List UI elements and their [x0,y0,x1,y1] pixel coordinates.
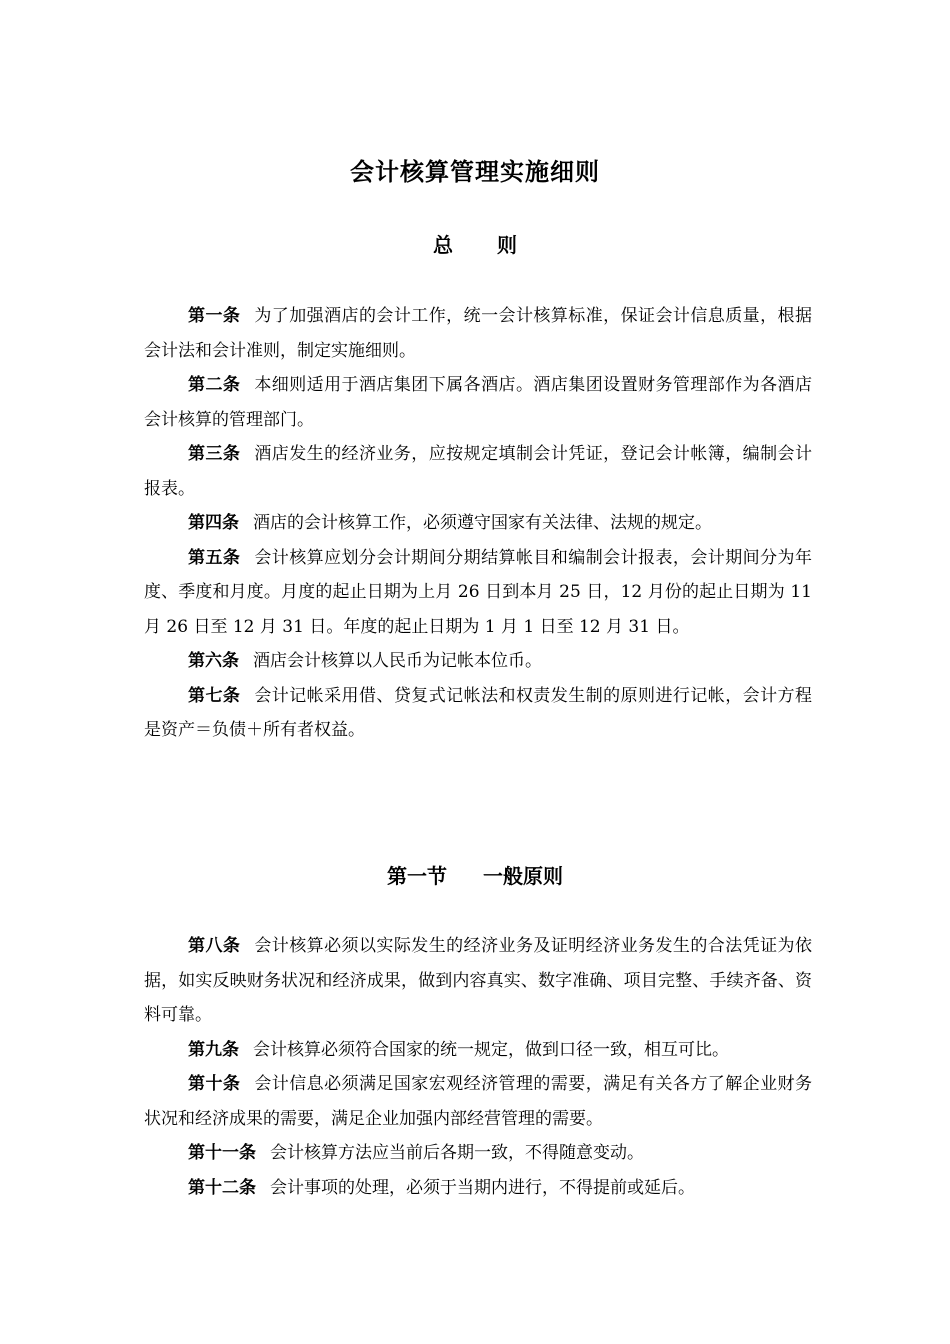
article-text: 会计核算应划分会计期间分期结算帐目和编制会计报表，会计期间分为年度、季度和月度。月度的起止日期为上月 26 日到本月 25 日，12 月份的起止日期为 11 月 26 日至 12 月 31 日。年度的起止日期为 1 月 1 日至 12 月 31 日。 [144,547,813,637]
article-paragraph [144,506,812,541]
article-label: 第一条 [188,306,241,326]
article-paragraph [144,299,812,368]
article-label: 第四条 [188,513,239,533]
article-paragraph [144,368,812,437]
section-title: 一般原则 [483,864,563,888]
article-paragraph [144,1136,812,1171]
article-text: 会计核算必须以实际发生的经济业务及证明经济业务发生的合法凭证为依据，如实反映财务状况和经济成果，做到内容真实、数字准确、项目完整、手续齐备、资料可靠。 [144,936,813,1025]
general-provisions-heading [0,230,950,260]
article-label: 第五条 [188,547,241,568]
article-label: 第十条 [188,1074,241,1094]
section-articles [144,929,812,1205]
article-label: 第九条 [188,1039,239,1060]
section-heading [0,861,950,891]
article-text: 酒店发生的经济业务，应按规定填制会计凭证，登记会计帐簿，编制会计报表。 [144,444,813,499]
general-heading-part2: 则 [497,233,517,257]
article-text: 为了加强酒店的会计工作，统一会计核算标准，保证会计信息质量，根据会计法和会计准则，制定实施细则。 [144,306,813,361]
article-text: 酒店会计核算以人民币为记帐本位币。 [253,651,542,671]
article-text: 会计记帐采用借、贷复式记帐法和权责发生制的原则进行记帐，会计方程是资产＝负债＋所有者权益。 [144,685,813,740]
article-label: 第六条 [188,651,239,671]
article-paragraph [144,679,812,748]
article-paragraph [144,541,812,645]
article-paragraph [144,1171,812,1206]
general-heading-part1: 总 [433,233,453,257]
article-paragraph [144,437,812,506]
article-text: 会计信息必须满足国家宏观经济管理的需要，满足有关各方了解企业财务状况和经济成果的需要，满足企业加强内部经营管理的需要。 [144,1074,813,1129]
document-title: 会计核算管理实施细则 [350,158,600,186]
general-articles [144,299,812,748]
article-paragraph [144,1033,812,1068]
article-label: 第八条 [188,936,241,956]
article-label: 第十二条 [188,1177,256,1198]
article-text: 酒店的会计核算工作，必须遵守国家有关法律、法规的规定。 [253,513,712,533]
article-label: 第十一条 [188,1143,256,1163]
article-text: 会计核算必须符合国家的统一规定，做到口径一致，相互可比。 [253,1039,729,1060]
article-label: 第二条 [188,375,241,395]
article-paragraph [144,644,812,679]
article-text: 本细则适用于酒店集团下属各酒店。酒店集团设置财务管理部作为各酒店会计核算的管理部门。 [144,375,813,430]
article-paragraph [144,929,812,1033]
article-label: 第三条 [188,444,241,464]
section-number: 第一节 [387,864,447,888]
article-label: 第七条 [188,685,241,706]
article-text: 会计事项的处理，必须于当期内进行，不得提前或延后。 [270,1177,695,1198]
article-paragraph [144,1067,812,1136]
article-text: 会计核算方法应当前后各期一致，不得随意变动。 [270,1143,644,1163]
